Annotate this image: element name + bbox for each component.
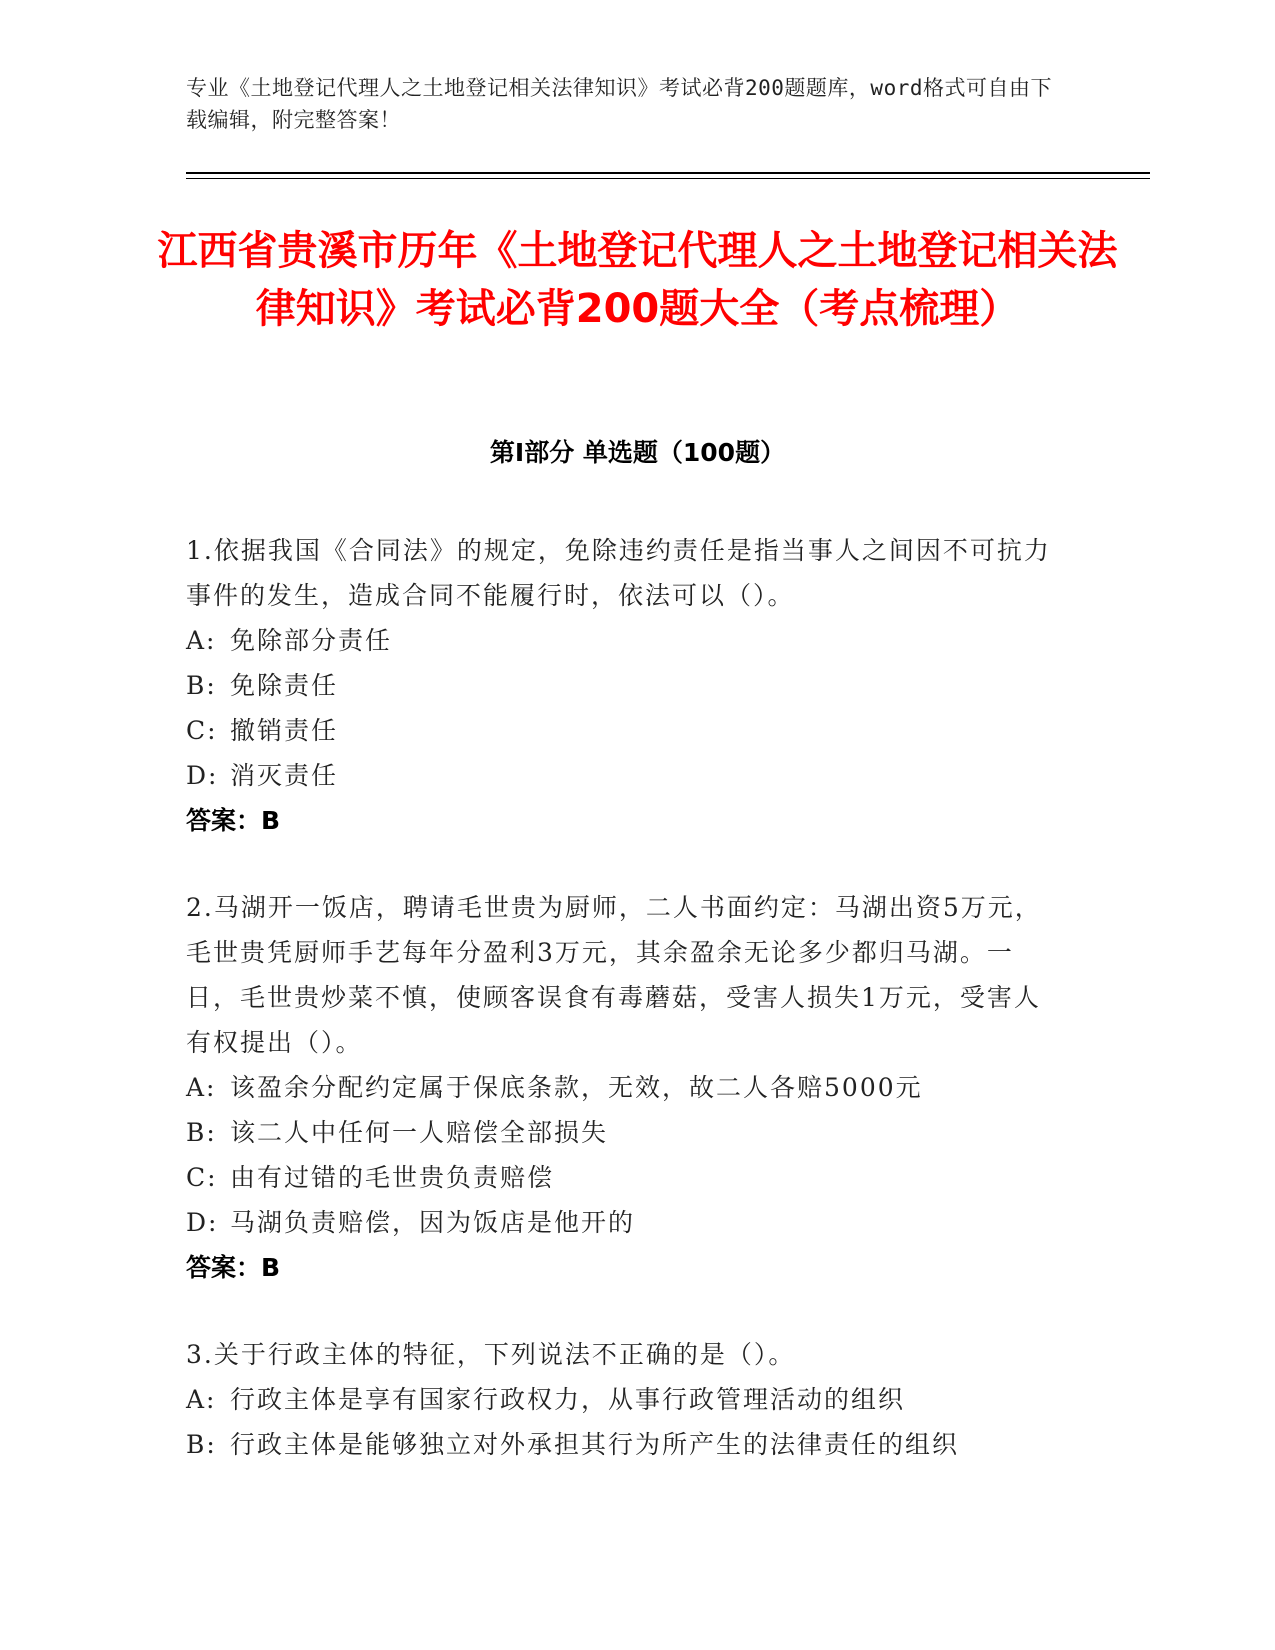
- answer-prefix: 答案：: [186, 806, 262, 835]
- option-c: [186, 1155, 1066, 1200]
- option-text: 由有过错的毛世贵负责赔偿: [230, 1163, 555, 1192]
- question-1: [186, 528, 1066, 843]
- option-key: C:: [186, 716, 218, 745]
- option-b: [186, 663, 1066, 708]
- answer-line: [186, 798, 1066, 843]
- option-c: [186, 708, 1066, 753]
- option-key: B:: [186, 1118, 217, 1147]
- answer-value: B: [261, 1253, 281, 1282]
- answer-prefix: 答案：: [186, 1253, 262, 1282]
- option-text: 该盈余分配约定属于保底条款，无效，故二人各赔5000元: [230, 1073, 923, 1102]
- option-a: [186, 618, 1066, 663]
- answer-value: B: [261, 806, 281, 835]
- option-text: 该二人中任何一人赔偿全部损失: [230, 1118, 609, 1147]
- option-text: 马湖负责赔偿，因为饭店是他开的: [230, 1208, 636, 1237]
- option-a: [186, 1065, 1066, 1110]
- option-d: [186, 1200, 1066, 1245]
- header-note: 专业《土地登记代理人之土地登记相关法律知识》考试必背200题题库，word格式可自由下载编辑，附完整答案！: [186, 76, 1052, 132]
- option-a: [186, 1377, 1066, 1422]
- header-rule-bottom: [186, 178, 1150, 179]
- document-title: 江西省贵溪市历年《土地登记代理人之土地登记相关法律知识》考试必背200题大全（考点梳理）: [157, 228, 1118, 332]
- option-key: A:: [186, 1073, 217, 1102]
- question-text: 1.依据我国《合同法》的规定，免除违约责任是指当事人之间因不可抗力事件的发生，造成合同不能履行时，依法可以（）。: [186, 536, 1051, 610]
- section-title: 第Ⅰ部分 单选题（100题）: [489, 438, 786, 467]
- option-text: 行政主体是享有国家行政权力，从事行政管理活动的组织: [230, 1385, 906, 1414]
- option-key: C:: [186, 1163, 218, 1192]
- option-text: 免除部分责任: [230, 626, 393, 655]
- option-key: A:: [186, 626, 217, 655]
- option-key: A:: [186, 1385, 217, 1414]
- option-key: D:: [186, 761, 219, 790]
- option-text: 消灭责任: [230, 761, 339, 790]
- question-2: [186, 885, 1066, 1290]
- header-rule-top: [186, 172, 1150, 174]
- option-text: 行政主体是能够独立对外承担其行为所产生的法律责任的组织: [230, 1430, 960, 1459]
- option-key: B:: [186, 1430, 217, 1459]
- question-3: [186, 1332, 1066, 1467]
- option-text: 撤销责任: [230, 716, 339, 745]
- question-text: 2.马湖开一饭店，聘请毛世贵为厨师，二人书面约定：马湖出资5万元，毛世贵凭厨师手艺每年分盈利3万元，其余盈余无论多少都归马湖。一日，毛世贵炒菜不慎，使顾客误食有毒蘑菇，受害人损失1万元，受害人有权提出（）。: [186, 893, 1042, 1057]
- option-b: [186, 1422, 1066, 1467]
- option-text: 免除责任: [230, 671, 339, 700]
- question-list: [186, 528, 1066, 1509]
- option-b: [186, 1110, 1066, 1155]
- option-key: D:: [186, 1208, 219, 1237]
- question-text: 3.关于行政主体的特征，下列说法不正确的是（）。: [186, 1340, 796, 1369]
- option-key: B:: [186, 671, 217, 700]
- option-d: [186, 753, 1066, 798]
- answer-line: [186, 1245, 1066, 1290]
